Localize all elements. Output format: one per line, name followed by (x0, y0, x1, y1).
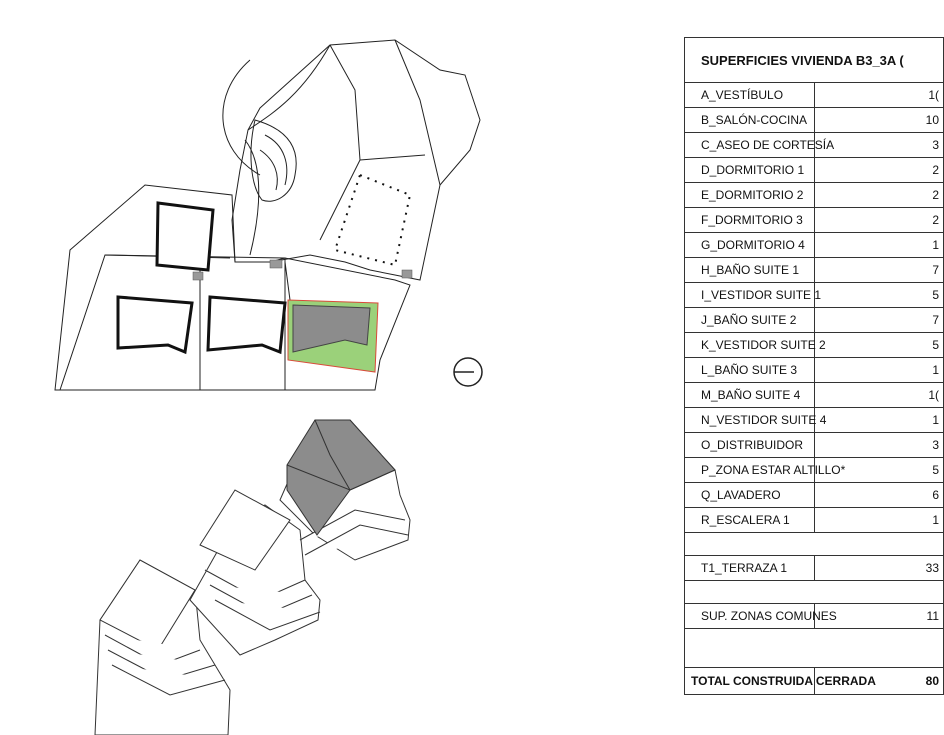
total-label: TOTAL CONSTRUIDA CERRADA (685, 668, 815, 695)
room-name: O_DISTRIBUIDOR (685, 433, 815, 458)
blank-row (685, 581, 944, 604)
table-row (685, 183, 944, 208)
room-area: 5 (814, 283, 944, 308)
table-row (685, 333, 944, 358)
room-area: 2 (814, 158, 944, 183)
room-name: M_BAÑO SUITE 4 (685, 383, 815, 408)
room-area: 1 (814, 358, 944, 383)
table-row (685, 408, 944, 433)
upper-building-outline (232, 40, 480, 280)
room-name: D_DORMITORIO 1 (685, 158, 815, 183)
table-row (685, 433, 944, 458)
highlighted-unit (288, 300, 378, 372)
table-row (685, 258, 944, 283)
area-table-container (684, 37, 944, 695)
room-area: 1 (814, 508, 944, 533)
room-name: K_VESTIDOR SUITE 2 (685, 333, 815, 358)
room-area: 5 (814, 333, 944, 358)
table-row (685, 133, 944, 158)
room-name: C_ASEO DE CORTESÍA (685, 133, 815, 158)
table-row (685, 208, 944, 233)
house-footprint-3 (208, 297, 285, 352)
room-name: G_DORMITORIO 4 (685, 233, 815, 258)
table-row (685, 308, 944, 333)
common-areas-value: 11 (814, 604, 944, 629)
room-area: 7 (814, 258, 944, 283)
blank-row (685, 533, 944, 556)
house-footprint-1 (157, 203, 213, 270)
room-area: 2 (814, 183, 944, 208)
room-area: 1 (814, 233, 944, 258)
common-areas-label: SUP. ZONAS COMUNES (685, 604, 815, 629)
table-row (685, 108, 944, 133)
room-name: R_ESCALERA 1 (685, 508, 815, 533)
table-row (685, 383, 944, 408)
room-name: I_VESTIDOR SUITE 1 (685, 283, 815, 308)
room-area: 5 (814, 458, 944, 483)
terrace-label: T1_TERRAZA 1 (685, 556, 815, 581)
total-value: 80 (814, 668, 944, 695)
table-row (685, 283, 944, 308)
table-row (685, 83, 944, 108)
blank-row (685, 629, 944, 668)
room-area: 7 (814, 308, 944, 333)
room-area: 1 (814, 408, 944, 433)
table-row (685, 458, 944, 483)
room-area: 3 (814, 433, 944, 458)
table-row (685, 358, 944, 383)
table-row (685, 158, 944, 183)
room-area: 3 (814, 133, 944, 158)
table-row (685, 508, 944, 533)
room-name: B_SALÓN-COCINA (685, 108, 815, 133)
room-name: E_DORMITORIO 2 (685, 183, 815, 208)
room-name: L_BAÑO SUITE 3 (685, 358, 815, 383)
room-name: P_ZONA ESTAR ALTILLO* (685, 458, 815, 483)
north-arrow-icon (454, 358, 482, 386)
area-table (684, 37, 944, 695)
table-title: SUPERFICIES VIVIENDA B3_3A ( (685, 38, 944, 83)
room-name: A_VESTÍBULO (685, 83, 815, 108)
room-name: F_DORMITORIO 3 (685, 208, 815, 233)
house-footprint-2 (118, 297, 192, 352)
room-name: N_VESTIDOR SUITE 4 (685, 408, 815, 433)
room-area: 1( (814, 383, 944, 408)
table-row (685, 483, 944, 508)
room-area: 1( (814, 83, 944, 108)
room-name: J_BAÑO SUITE 2 (685, 308, 815, 333)
room-area: 10 (814, 108, 944, 133)
table-row (685, 233, 944, 258)
room-area: 2 (814, 208, 944, 233)
room-name: H_BAÑO SUITE 1 (685, 258, 815, 283)
terrace-value: 33 (814, 556, 944, 581)
room-name: Q_LAVADERO (685, 483, 815, 508)
room-area: 6 (814, 483, 944, 508)
